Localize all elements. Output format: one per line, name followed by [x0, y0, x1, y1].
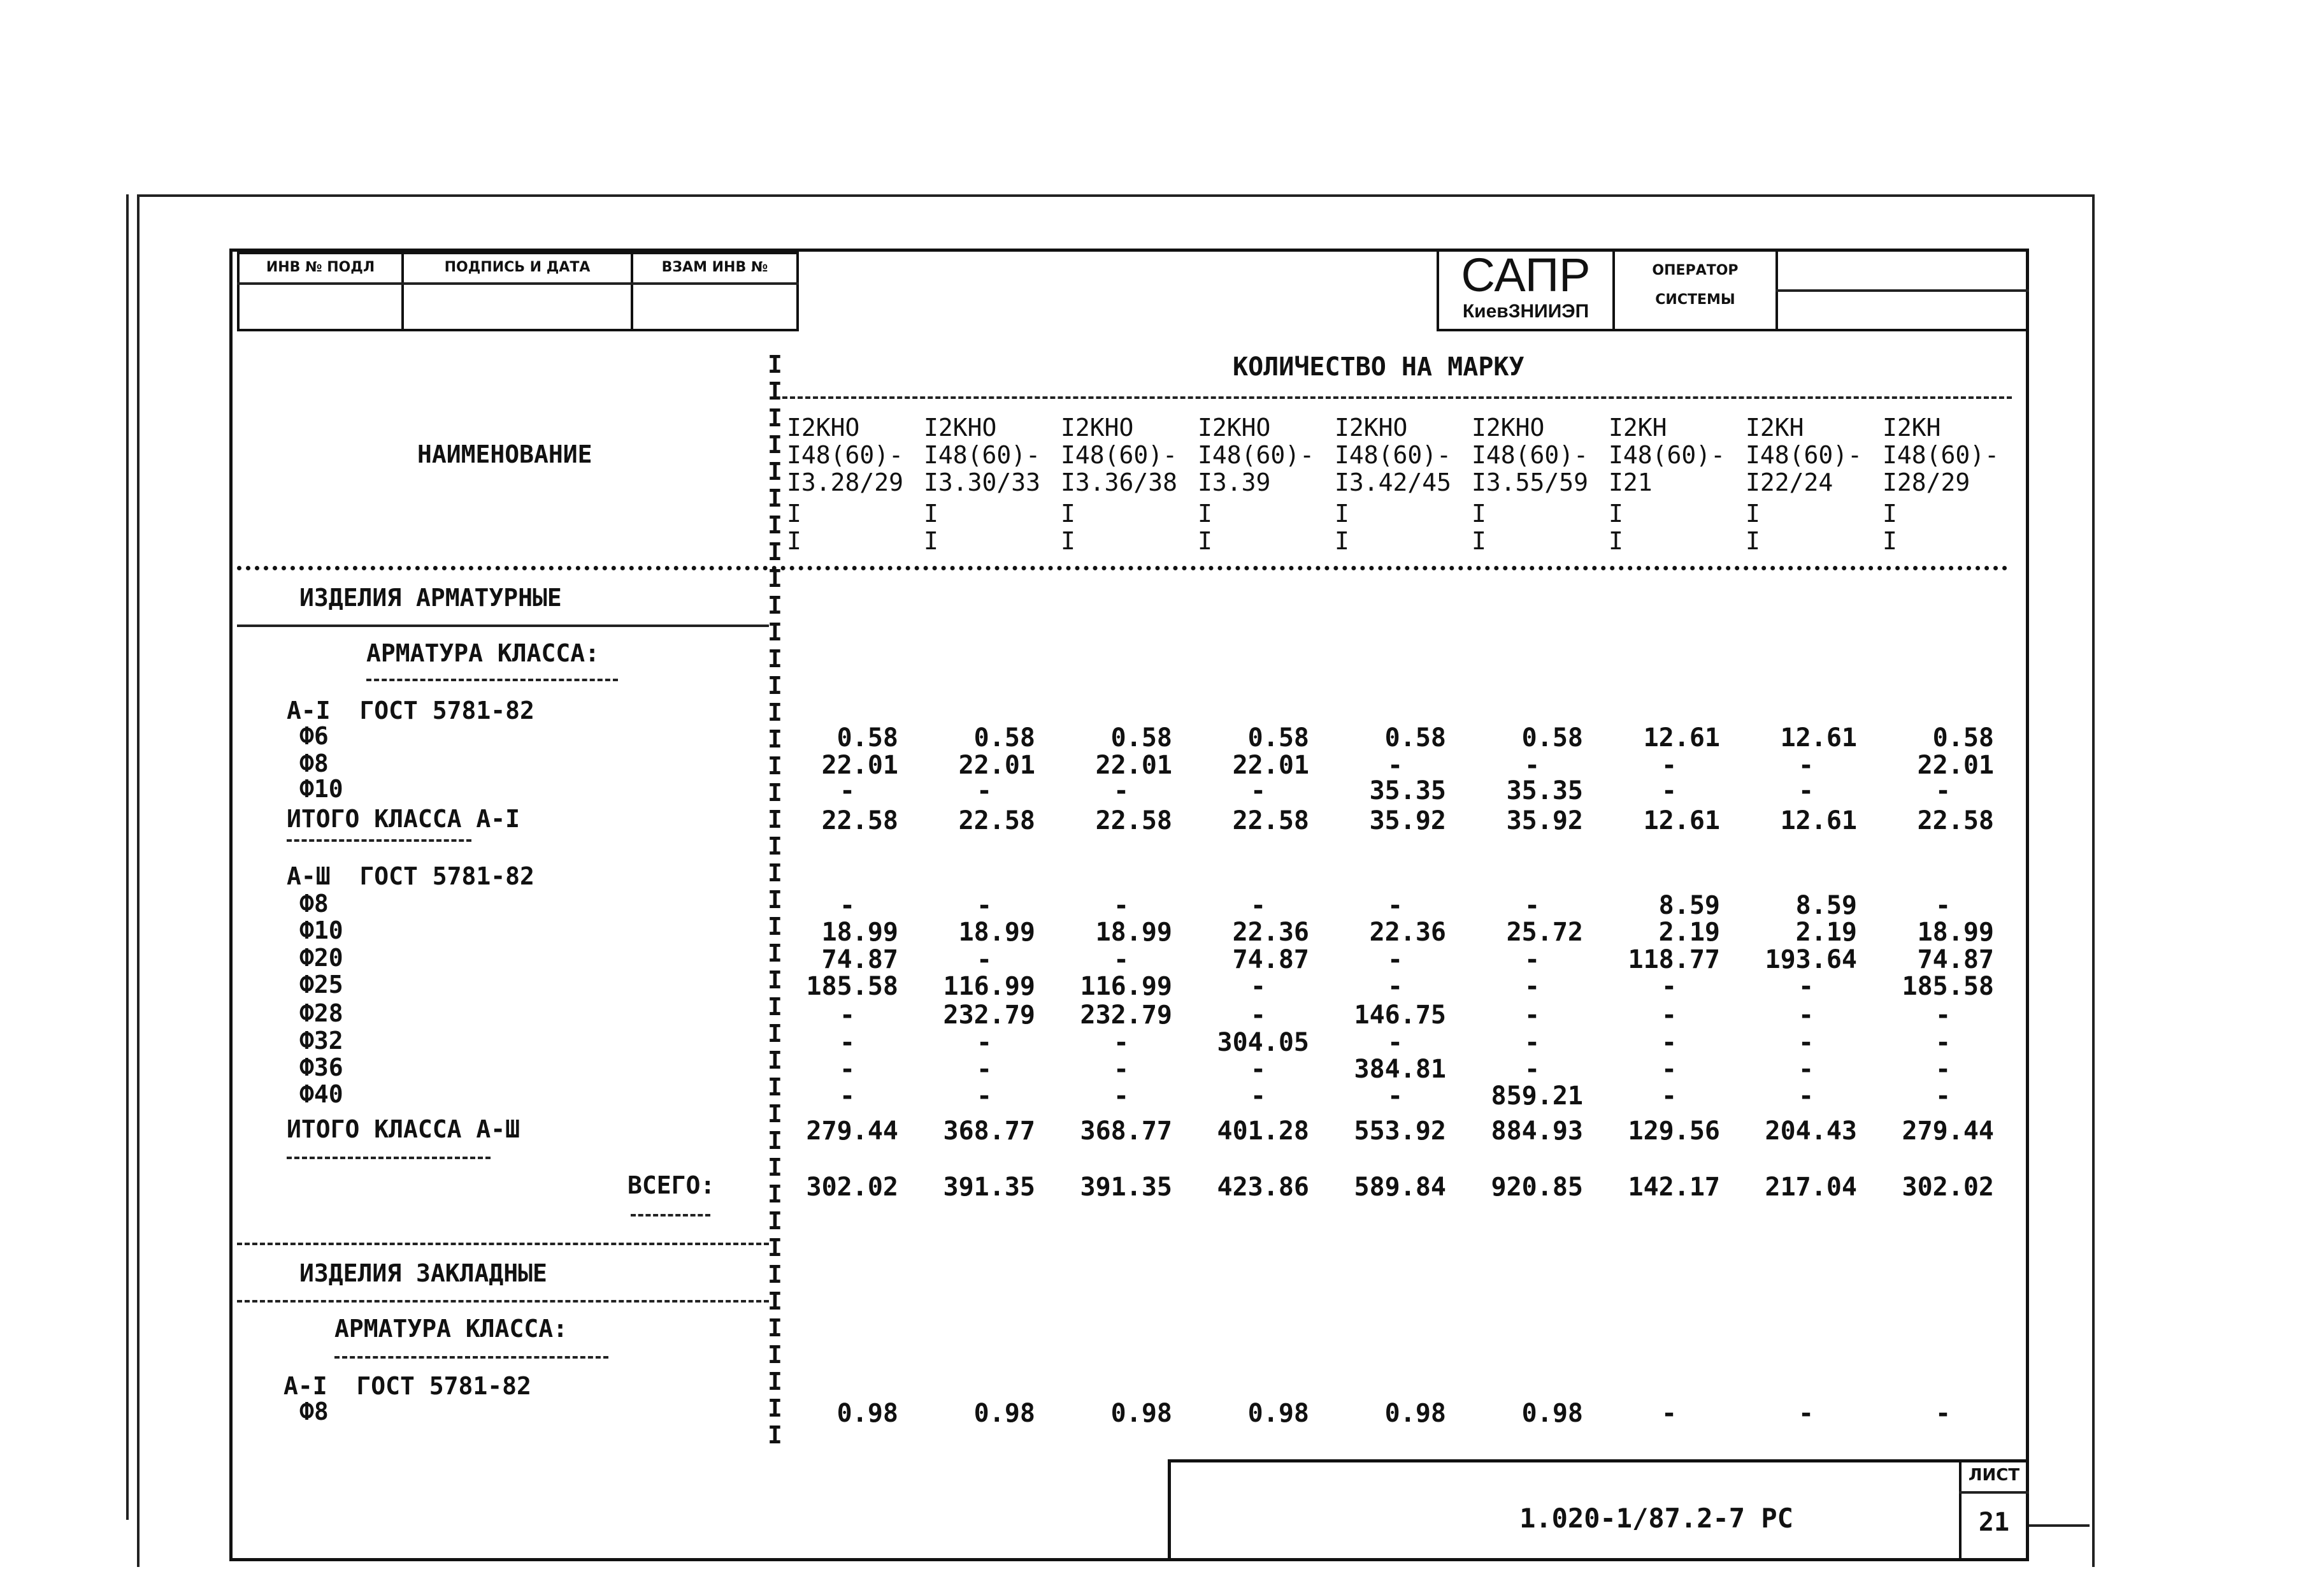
table-cell: - — [1387, 891, 1403, 920]
table-cell: - — [1798, 972, 1814, 1001]
column-header-6-line-1: I2КНО — [1472, 414, 1545, 442]
column-header-8-line-1: I2КН — [1746, 414, 1804, 442]
column-header-2-line-2: I48(60)- — [924, 441, 1041, 469]
table-cell: - — [1387, 1028, 1403, 1057]
table-cell: 22.36 — [1369, 918, 1446, 947]
separator-glyph: I — [768, 538, 782, 566]
table-cell: - — [1661, 776, 1677, 805]
separator-glyph: I — [768, 404, 782, 432]
table-cell: 12.61 — [1780, 806, 1857, 835]
table-cell: 0.58 — [973, 723, 1035, 753]
table-cell: - — [1661, 1399, 1677, 1428]
table-cell: - — [1250, 1000, 1266, 1030]
table-cell: 22.58 — [1232, 806, 1309, 835]
table-cell: 22.36 — [1232, 918, 1309, 947]
table-cell: - — [1250, 972, 1266, 1001]
column-header-2-line-3: I3.30/33 — [924, 468, 1041, 496]
table-cell: - — [839, 1028, 856, 1057]
section-armature-subtitle: АРМАТУРА КЛАССА: — [366, 639, 600, 667]
table-cell: 0.98 — [1110, 1399, 1172, 1428]
table-cell: - — [1250, 1081, 1266, 1111]
separator-glyph: I — [768, 377, 782, 405]
table-cell: 0.58 — [1384, 723, 1446, 753]
table-cell: - — [1113, 1055, 1130, 1084]
row-label: ИТОГО КЛАССА А-I — [287, 805, 520, 833]
column-header-marker: I — [787, 527, 801, 555]
table-cell: - — [1935, 1055, 1951, 1084]
name-column-header: НАИМЕНОВАНИЕ — [417, 440, 592, 468]
class-a3-label: А-Ш ГОСТ 5781-82 — [287, 862, 534, 890]
table-cell: 8.59 — [1658, 891, 1720, 920]
table-cell: 74.87 — [821, 945, 898, 974]
row-label: Ф32 — [299, 1027, 343, 1055]
table-cell: 35.35 — [1506, 776, 1583, 805]
table-cell: 302.02 — [806, 1173, 898, 1202]
table-cell: 302.02 — [1902, 1173, 1994, 1202]
column-header-marker: I — [787, 500, 801, 528]
table-cell: - — [1524, 751, 1540, 780]
separator-glyph: I — [768, 805, 782, 834]
table-cell: 185.58 — [1902, 972, 1994, 1001]
column-header-4-line-2: I48(60)- — [1198, 441, 1315, 469]
section-embedded-subtitle: АРМАТУРА КЛАССА: — [334, 1315, 568, 1343]
table-cell: - — [839, 776, 856, 805]
separator-glyph: I — [768, 1153, 782, 1181]
column-header-marker: I — [1609, 527, 1623, 555]
table-cell: 22.58 — [1095, 806, 1172, 835]
podpis-data-label: ПОДПИСЬ И ДАТА — [444, 259, 591, 275]
column-header-8-line-2: I48(60)- — [1746, 441, 1863, 469]
table-cell: 0.98 — [836, 1399, 898, 1428]
table-cell: 368.77 — [1080, 1116, 1172, 1146]
table-cell: 22.01 — [821, 751, 898, 780]
separator-glyph: I — [768, 913, 782, 941]
separator-glyph: I — [768, 966, 782, 994]
column-header-4-line-3: I3.39 — [1198, 468, 1271, 496]
table-cell: - — [1524, 1055, 1540, 1084]
table-cell: - — [1935, 891, 1951, 920]
header-dashed-rule — [782, 396, 2012, 399]
table-cell: 116.99 — [1080, 972, 1172, 1001]
vzam-inv-label: ВЗАМ ИНВ № — [661, 259, 768, 275]
quantity-title: КОЛИЧЕСТВО НА МАРКУ — [1233, 352, 1524, 382]
row-label: Ф10 — [299, 916, 343, 944]
column-header-9-line-3: I28/29 — [1883, 468, 1970, 496]
column-header-marker: I — [1883, 500, 1897, 528]
table-cell: 22.58 — [1917, 806, 1994, 835]
separator-glyph: I — [768, 1180, 782, 1208]
table-cell: 12.61 — [1643, 723, 1720, 753]
table-cell: - — [839, 891, 856, 920]
column-header-marker: I — [1883, 527, 1897, 555]
separator-glyph: I — [768, 1207, 782, 1235]
table-cell: - — [1661, 1081, 1677, 1111]
table-cell: 18.99 — [821, 918, 898, 947]
table-cell: - — [1524, 945, 1540, 974]
table-cell: - — [839, 1055, 856, 1084]
table-cell: 0.58 — [1932, 723, 1994, 753]
separator-glyph: I — [768, 1100, 782, 1128]
table-cell: - — [1387, 945, 1403, 974]
table-cell: - — [1113, 891, 1130, 920]
separator-glyph: I — [768, 1127, 782, 1155]
separator-glyph: I — [768, 1421, 782, 1449]
table-cell: 22.01 — [1232, 751, 1309, 780]
table-cell: - — [1661, 751, 1677, 780]
table-cell: 2.19 — [1658, 918, 1720, 947]
separator-glyph: I — [768, 1073, 782, 1101]
row-label: Ф8 — [299, 890, 329, 918]
left-binding-line — [126, 194, 129, 1520]
separator-glyph: I — [768, 832, 782, 860]
table-cell: 204.43 — [1765, 1116, 1857, 1146]
column-header-marker: I — [924, 500, 938, 528]
table-cell: 920.85 — [1491, 1173, 1583, 1202]
section-armature-title: ИЗДЕЛИЯ АРМАТУРНЫЕ — [299, 584, 562, 612]
table-cell: 232.79 — [1080, 1000, 1172, 1030]
table-cell: - — [1798, 1028, 1814, 1057]
separator-glyph: I — [768, 779, 782, 807]
column-header-marker: I — [1061, 500, 1075, 528]
table-cell: 25.72 — [1506, 918, 1583, 947]
table-cell: 22.58 — [821, 806, 898, 835]
column-header-7-line-1: I2КН — [1609, 414, 1667, 442]
section-armature-rule — [237, 624, 769, 627]
separator-glyph: I — [768, 939, 782, 967]
table-cell: 401.28 — [1217, 1116, 1309, 1146]
table-cell: 185.58 — [806, 972, 898, 1001]
table-cell: 589.84 — [1354, 1173, 1446, 1202]
section-embedded-title: ИЗДЕЛИЯ ЗАКЛАДНЫЕ — [299, 1259, 547, 1287]
sheet-label: ЛИСТ — [1968, 1466, 2020, 1485]
table-cell: - — [1935, 1081, 1951, 1111]
table-cell: 0.98 — [1384, 1399, 1446, 1428]
separator-glyph: I — [768, 1234, 782, 1262]
table-cell: - — [1250, 891, 1266, 920]
table-cell: - — [1798, 1055, 1814, 1084]
table-cell: - — [1798, 1081, 1814, 1111]
column-header-marker: I — [1472, 527, 1486, 555]
separator-glyph: I — [768, 752, 782, 780]
table-cell: 0.98 — [1521, 1399, 1583, 1428]
total-label: ВСЕГО: — [628, 1171, 715, 1199]
column-header-marker: I — [1472, 500, 1486, 528]
table-cell: - — [976, 776, 993, 805]
row-label: Ф36 — [299, 1053, 343, 1081]
table-cell: - — [1935, 776, 1951, 805]
table-cell: - — [1113, 776, 1130, 805]
separator-glyph: I — [768, 1046, 782, 1074]
column-header-marker: I — [1198, 527, 1212, 555]
row-label: Ф28 — [299, 999, 343, 1027]
row-label: Ф25 — [299, 971, 343, 999]
table-cell: 232.79 — [943, 1000, 1035, 1030]
document-code: 1.020-1/87.2-7 РС — [1519, 1503, 1793, 1534]
row-label: ИТОГО КЛАССА А-Ш — [287, 1115, 520, 1143]
table-cell: - — [1798, 751, 1814, 780]
table-cell: - — [1387, 1081, 1403, 1111]
table-cell: - — [1250, 776, 1266, 805]
vertical-separator — [768, 350, 787, 1449]
column-header-6-line-3: I3.55/59 — [1472, 468, 1589, 496]
table-cell: 146.75 — [1354, 1000, 1446, 1030]
table-cell: 2.19 — [1795, 918, 1857, 947]
table-cell: 279.44 — [806, 1116, 898, 1146]
top-left-stamp — [237, 252, 799, 331]
table-cell: 18.99 — [1917, 918, 1994, 947]
table-cell: 884.93 — [1491, 1116, 1583, 1146]
column-header-9-line-1: I2КН — [1883, 414, 1941, 442]
table-cell: 74.87 — [1917, 945, 1994, 974]
column-header-1-line-3: I3.28/29 — [787, 468, 904, 496]
table-cell: 0.98 — [973, 1399, 1035, 1428]
sapr-logo: САПР — [1461, 249, 1591, 301]
table-cell: 74.87 — [1232, 945, 1309, 974]
separator-glyph: I — [768, 484, 782, 512]
separator-glyph: I — [768, 993, 782, 1021]
separator-glyph: I — [768, 859, 782, 887]
table-cell: - — [976, 891, 993, 920]
table-cell: 423.86 — [1217, 1173, 1309, 1202]
table-cell: 391.35 — [943, 1173, 1035, 1202]
table-cell: - — [976, 1055, 993, 1084]
column-header-7-line-3: I21 — [1609, 468, 1653, 496]
separator-glyph: I — [768, 1368, 782, 1396]
column-header-marker: I — [1746, 527, 1760, 555]
separator-glyph: I — [768, 1314, 782, 1342]
table-cell: 8.59 — [1795, 891, 1857, 920]
separator-glyph: I — [768, 1341, 782, 1369]
table-cell: - — [1524, 1028, 1540, 1057]
table-cell: - — [976, 945, 993, 974]
separator-glyph: I — [768, 458, 782, 486]
table-cell: - — [1661, 1055, 1677, 1084]
column-header-marker: I — [1335, 527, 1349, 555]
table-cell: - — [1113, 1028, 1130, 1057]
table-cell: 0.58 — [1247, 723, 1309, 753]
separator-glyph: I — [768, 698, 782, 726]
separator-glyph: I — [768, 645, 782, 673]
table-cell: 129.56 — [1628, 1116, 1720, 1146]
sheet-number: 21 — [1978, 1508, 2010, 1537]
table-cell: 142.17 — [1628, 1173, 1720, 1202]
table-cell: - — [976, 1028, 993, 1057]
column-header-8-line-3: I22/24 — [1746, 468, 1833, 496]
column-header-marker: I — [1609, 500, 1623, 528]
table-cell: 35.92 — [1369, 806, 1446, 835]
separator-glyph: I — [768, 672, 782, 700]
table-cell: - — [1524, 972, 1540, 1001]
separator-glyph: I — [768, 591, 782, 619]
column-header-marker: I — [1335, 500, 1349, 528]
org-name: КиевЗНИИЭП — [1462, 301, 1589, 322]
table-cell: 0.58 — [1521, 723, 1583, 753]
table-cell: - — [1935, 1399, 1951, 1428]
column-header-7-line-2: I48(60)- — [1609, 441, 1726, 469]
row-label: Ф8 — [299, 1397, 329, 1426]
column-header-1-line-2: I48(60)- — [787, 441, 904, 469]
separator-glyph: I — [768, 725, 782, 753]
separator-glyph: I — [768, 350, 782, 379]
separator-glyph: I — [768, 1020, 782, 1048]
column-header-marker: I — [1061, 527, 1075, 555]
row-label: Ф10 — [299, 775, 343, 803]
table-cell: - — [1113, 945, 1130, 974]
inv-podl-label: ИНВ № ПОДЛ — [266, 259, 375, 275]
table-cell: - — [976, 1081, 993, 1111]
operator-label-1: ОПЕРАТОР — [1652, 263, 1739, 278]
table-cell: 384.81 — [1354, 1055, 1446, 1084]
separator-glyph: I — [768, 618, 782, 646]
table-cell: - — [1113, 1081, 1130, 1111]
table-cell: - — [1524, 1000, 1540, 1030]
column-header-marker: I — [1746, 500, 1760, 528]
table-cell: 22.01 — [1095, 751, 1172, 780]
column-header-4-line-1: I2КНО — [1198, 414, 1271, 442]
table-cell: 0.98 — [1247, 1399, 1309, 1428]
table-cell: 217.04 — [1765, 1173, 1857, 1202]
table-cell: 12.61 — [1643, 806, 1720, 835]
table-cell: 391.35 — [1080, 1173, 1172, 1202]
class-a1-label: А-I ГОСТ 5781-82 — [287, 697, 534, 725]
column-header-5-line-3: I3.42/45 — [1335, 468, 1452, 496]
table-cell: 22.58 — [958, 806, 1035, 835]
column-header-2-line-1: I2КНО — [924, 414, 997, 442]
separator-glyph: I — [768, 886, 782, 914]
separator-glyph: I — [768, 1287, 782, 1315]
row-label: Ф20 — [299, 944, 343, 972]
header-bottom-rule — [237, 566, 2008, 570]
column-header-marker: I — [924, 527, 938, 555]
operator-label-2: СИСТЕМЫ — [1655, 292, 1735, 308]
table-cell: - — [1250, 1055, 1266, 1084]
column-header-5-line-1: I2КНО — [1335, 414, 1408, 442]
separator-glyph: I — [768, 565, 782, 593]
column-header-marker: I — [1198, 500, 1212, 528]
table-cell: 279.44 — [1902, 1116, 1994, 1146]
column-header-1-line-1: I2КНО — [787, 414, 860, 442]
table-cell: - — [1524, 891, 1540, 920]
table-cell: - — [1935, 1028, 1951, 1057]
table-cell: 35.92 — [1506, 806, 1583, 835]
table-cell: 553.92 — [1354, 1116, 1446, 1146]
column-header-3-line-2: I48(60)- — [1061, 441, 1178, 469]
column-header-9-line-2: I48(60)- — [1883, 441, 2000, 469]
table-cell: - — [1798, 1399, 1814, 1428]
separator-glyph: I — [768, 1394, 782, 1422]
table-cell: - — [1387, 751, 1403, 780]
column-header-5-line-2: I48(60)- — [1335, 441, 1452, 469]
table-cell: - — [1798, 1000, 1814, 1030]
table-cell: 22.01 — [958, 751, 1035, 780]
table-cell: - — [839, 1081, 856, 1111]
table-cell: - — [1798, 776, 1814, 805]
separator-glyph: I — [768, 511, 782, 539]
table-cell: 35.35 — [1369, 776, 1446, 805]
table-cell: 18.99 — [1095, 918, 1172, 947]
table-cell: 304.05 — [1217, 1028, 1309, 1057]
table-cell: 368.77 — [943, 1116, 1035, 1146]
table-cell: 0.58 — [1110, 723, 1172, 753]
separator-glyph: I — [768, 431, 782, 459]
table-cell: 116.99 — [943, 972, 1035, 1001]
table-cell: 193.64 — [1765, 945, 1857, 974]
table-cell: - — [839, 1000, 856, 1030]
row-label: Ф6 — [299, 722, 329, 750]
table-cell: - — [1661, 1000, 1677, 1030]
table-cell: - — [1935, 1000, 1951, 1030]
table-cell: 859.21 — [1491, 1081, 1583, 1111]
table-cell: - — [1387, 972, 1403, 1001]
column-header-6-line-2: I48(60)- — [1472, 441, 1589, 469]
separator-glyph: I — [768, 1260, 782, 1289]
table-cell: 18.99 — [958, 918, 1035, 947]
table-cell: 22.01 — [1917, 751, 1994, 780]
class-a1b-label: А-I ГОСТ 5781-82 — [283, 1372, 531, 1400]
row-label: Ф8 — [299, 749, 329, 777]
table-cell: 0.58 — [836, 723, 898, 753]
column-header-3-line-1: I2КНО — [1061, 414, 1134, 442]
column-header-3-line-3: I3.36/38 — [1061, 468, 1178, 496]
table-cell: 12.61 — [1780, 723, 1857, 753]
table-cell: 118.77 — [1628, 945, 1720, 974]
table-cell: - — [1661, 972, 1677, 1001]
top-right-stamp — [1437, 249, 2029, 331]
row-label: Ф40 — [299, 1080, 343, 1108]
table-cell: - — [1661, 1028, 1677, 1057]
